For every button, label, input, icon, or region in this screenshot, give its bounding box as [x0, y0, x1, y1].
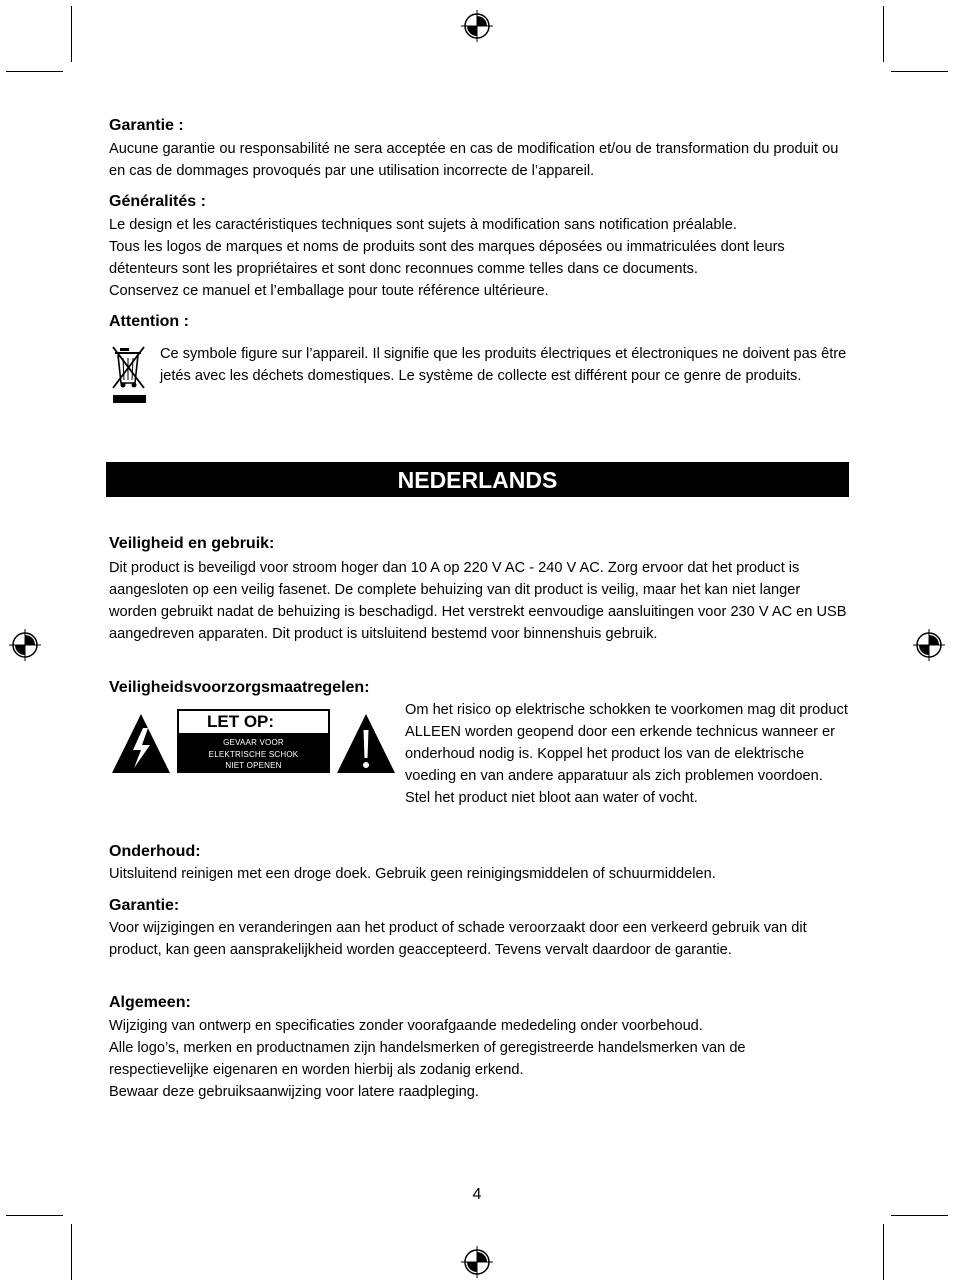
section-generalites — [109, 192, 849, 302]
let-op-title: LET OP: — [179, 711, 328, 733]
crop-mark — [891, 71, 948, 72]
crop-mark — [71, 1224, 72, 1280]
section-attention — [109, 312, 849, 332]
section-veiligheid — [109, 534, 849, 645]
let-op-line: NIET OPENEN — [225, 761, 282, 770]
heading-garantie-fr: Garantie : — [109, 117, 184, 134]
text-algemeen-2: Alle logo’s, merken en productnamen zijn handelsmerken of geregistreerde handelsmerken van de respectievelijke eigenaren en worden hierbij als zodanig erkend. — [109, 1040, 746, 1078]
exclamation-warning-icon — [335, 712, 397, 775]
let-op-line: ELEKTRISCHE SCHOK — [208, 749, 299, 759]
crop-mark — [71, 6, 72, 62]
text-garantie-nl: Voor wijzigingen en veranderingen aan het product of schade veroorzaakt door een verkeerd gebruik van dit product, kan geen aansprakelijkheid worden geaccepteerd. Tevens vervalt daardoor de garantie. — [109, 920, 807, 958]
registration-mark-icon — [912, 628, 946, 662]
section-garantie-fr — [109, 116, 849, 182]
heading-onderhoud: Onderhoud: — [109, 843, 201, 860]
text-onderhoud: Uitsluitend reinigen met een droge doek. Gebruik geen reinigingsmiddelen of schuurmiddelen. — [109, 866, 716, 882]
let-op-line: GEVAAR VOOR — [223, 738, 284, 747]
text-attention: Ce symbole figure sur l’appareil. Il signifie que les produits électriques et électroniques ne doivent pas être jetés avec les déchets domestiques. Le système de collecte est différent pour ce genre de produits. — [160, 346, 847, 384]
section-algemeen — [109, 993, 849, 1103]
attention-text-block — [160, 343, 850, 387]
registration-mark-icon — [8, 628, 42, 662]
crop-mark — [883, 6, 884, 62]
crop-mark — [883, 1224, 884, 1280]
text-generalites-2: Tous les logos de marques et noms de produits sont des marques déposées ou immatriculées dont leurs détenteurs sont les propriétaires et sont donc reconnues comme telles dans ce documents. — [109, 239, 785, 277]
section-voorzorg — [109, 678, 849, 698]
weee-bin-icon — [110, 343, 148, 405]
section-garantie-nl — [109, 896, 849, 961]
language-banner: NEDERLANDS — [106, 462, 849, 497]
voorzorg-text-block — [405, 699, 850, 809]
let-op-label — [177, 709, 330, 773]
text-algemeen-1: Wijziging van ontwerp en specificaties zonder voorafgaande mededeling onder voorbehoud. — [109, 1018, 703, 1034]
crop-mark — [891, 1215, 948, 1216]
heading-veiligheid: Veiligheid en gebruik: — [109, 535, 275, 552]
heading-generalites: Généralités : — [109, 193, 206, 210]
registration-mark-icon — [460, 1245, 494, 1279]
heading-attention: Attention : — [109, 313, 189, 330]
registration-mark-icon — [460, 9, 494, 43]
section-onderhoud — [109, 842, 849, 885]
text-veiligheid: Dit product is beveiligd voor stroom hoger dan 10 A op 220 V AC - 240 V AC. Zorg ervoor dat het product is aangesloten op een veilig fasenet. De complete behuizing van dit product is veilig, maar het kan niet langer worden gebruikt nadat de behuizing is beschadigd. Het verstrekt eenvoudige aansluitingen voor 230 V AC en USB aangedreven apparaten. Dit product is uitsluitend bestemd voor binnenshuis gebruik. — [109, 560, 847, 642]
lightning-warning-icon — [110, 712, 172, 775]
crop-mark — [6, 71, 63, 72]
text-generalites-1: Le design et les caractéristiques techniques sont sujets à modification sans notification préalable. — [109, 217, 737, 233]
text-algemeen-3: Bewaar deze gebruiksaanwijzing voor latere raadpleging. — [109, 1084, 479, 1100]
heading-garantie-nl: Garantie: — [109, 897, 180, 914]
page-number: 4 — [472, 1186, 482, 1203]
text-voorzorg: Om het risico op elektrische schokken te voorkomen mag dit product ALLEEN worden geopend door een erkende technicus wanneer er onderhoud nodig is. Koppel het product los van de elektrische voeding en van andere apparatuur als zich problemen voordoen. Stel het product niet bloot aan water of vocht. — [405, 702, 848, 806]
heading-algemeen: Algemeen: — [109, 994, 191, 1011]
text-generalites-3: Conservez ce manuel et l’emballage pour toute référence ultérieure. — [109, 283, 549, 299]
heading-voorzorg: Veiligheidsvoorzorgsmaatregelen: — [109, 679, 370, 696]
crop-mark — [6, 1215, 63, 1216]
text-garantie-fr: Aucune garantie ou responsabilité ne sera acceptée en cas de modification et/ou de transformation du produit ou en cas de dommages provoqués par une utilisation incorrecte de l’appareil. — [109, 141, 839, 179]
